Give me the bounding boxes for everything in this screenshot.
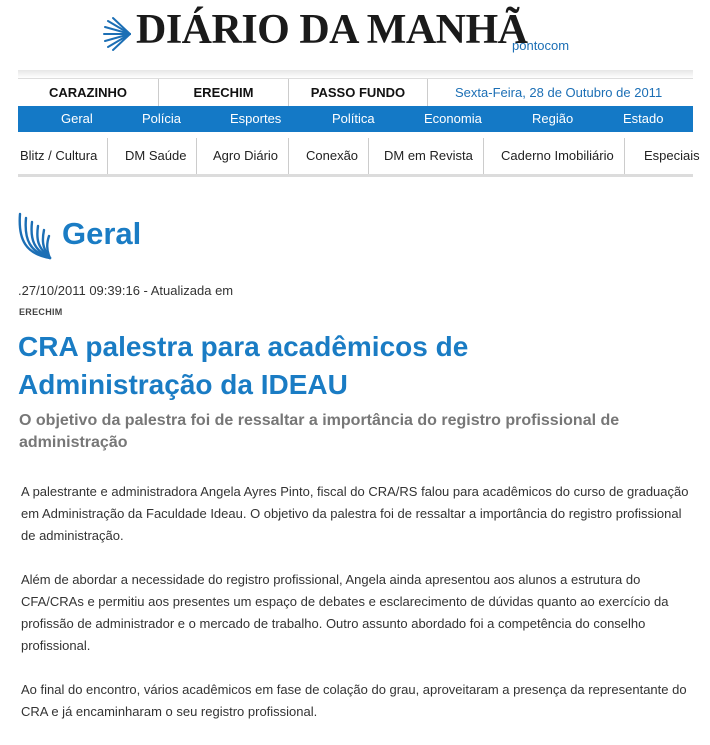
subnav-item-conexao[interactable]: Conexão (306, 138, 369, 174)
masthead (0, 0, 693, 70)
subnav-item-dm-saude[interactable]: DM Saúde (125, 138, 197, 174)
city-link-passo-fundo[interactable]: PASSO FUNDO (289, 79, 428, 107)
article-tag[interactable]: ERECHIM (19, 307, 63, 317)
article-paragraph: A palestrante e administradora Angela Ayres Pinto, fiscal do CRA/RS falou para acadêmicos do curso de graduação em Administração da Faculdade Ideau. O objetivo da palestra foi de ressaltar a importância do registro profissional de administração. (21, 484, 689, 543)
city-link-carazinho[interactable]: CARAZINHO (18, 79, 159, 107)
subnav-item-agro-diario[interactable]: Agro Diário (213, 138, 289, 174)
nav-item-regiao[interactable]: Região (532, 111, 574, 126)
city-bar (18, 78, 693, 107)
subnav-item-dm-em-revista[interactable]: DM em Revista (384, 138, 484, 174)
fan-logo-icon (16, 210, 54, 262)
article-paragraph: Além de abordar a necessidade do registro profissional, Angela ainda apresentou aos alunos a estrutura do CFA/CRAs e permitiu aos presentes um espaço de debates e esclarecimento de dúvidas quanto ao exercício da profissão de administrador e o mercado de trabalho. Outro assunto abordado foi a competência do conselho profissional. (21, 572, 669, 653)
section-title: Geral (62, 216, 142, 251)
nav-item-policia[interactable]: Polícia (142, 111, 182, 126)
main-nav (18, 106, 693, 132)
fan-logo-icon (100, 17, 134, 51)
nav-item-esportes[interactable]: Esportes (230, 111, 282, 126)
current-date: Sexta-Feira, 28 de Outubro de 2011 (455, 85, 663, 100)
article-body (21, 481, 693, 745)
nav-item-politica[interactable]: Política (332, 111, 375, 126)
article-subheadline: O objetivo da palestra foi de ressaltar a importância do registro profissional de administração (19, 412, 620, 451)
subnav-item-caderno-imobiliario[interactable]: Caderno Imobiliário (501, 138, 625, 174)
site-logo-sub: pontocom (512, 38, 570, 53)
masthead-shadow (18, 70, 693, 78)
nav-item-economia[interactable]: Economia (424, 111, 482, 126)
nav-item-estado[interactable]: Estado (623, 111, 664, 126)
subnav-item-blitz-cultura[interactable]: Blitz / Cultura (20, 138, 108, 174)
site-logo[interactable]: DIÁRIO DA MANHÃ (136, 7, 528, 53)
nav-item-geral[interactable]: Geral (61, 111, 93, 126)
article-paragraph: Ao final do encontro, vários acadêmicos em fase de colação do grau, aproveitaram a presença da representante do CRA e já encaminharam o seu registro profissional. (21, 682, 687, 719)
article-headline: CRA palestra para acadêmicos de Administração da IDEAU (18, 331, 469, 400)
sub-nav (18, 138, 700, 177)
subnav-item-especiais[interactable]: Especiais (644, 148, 700, 163)
city-link-erechim[interactable]: ERECHIM (159, 79, 289, 107)
article-date: .27/10/2011 09:39:16 - Atualizada em (18, 283, 234, 298)
